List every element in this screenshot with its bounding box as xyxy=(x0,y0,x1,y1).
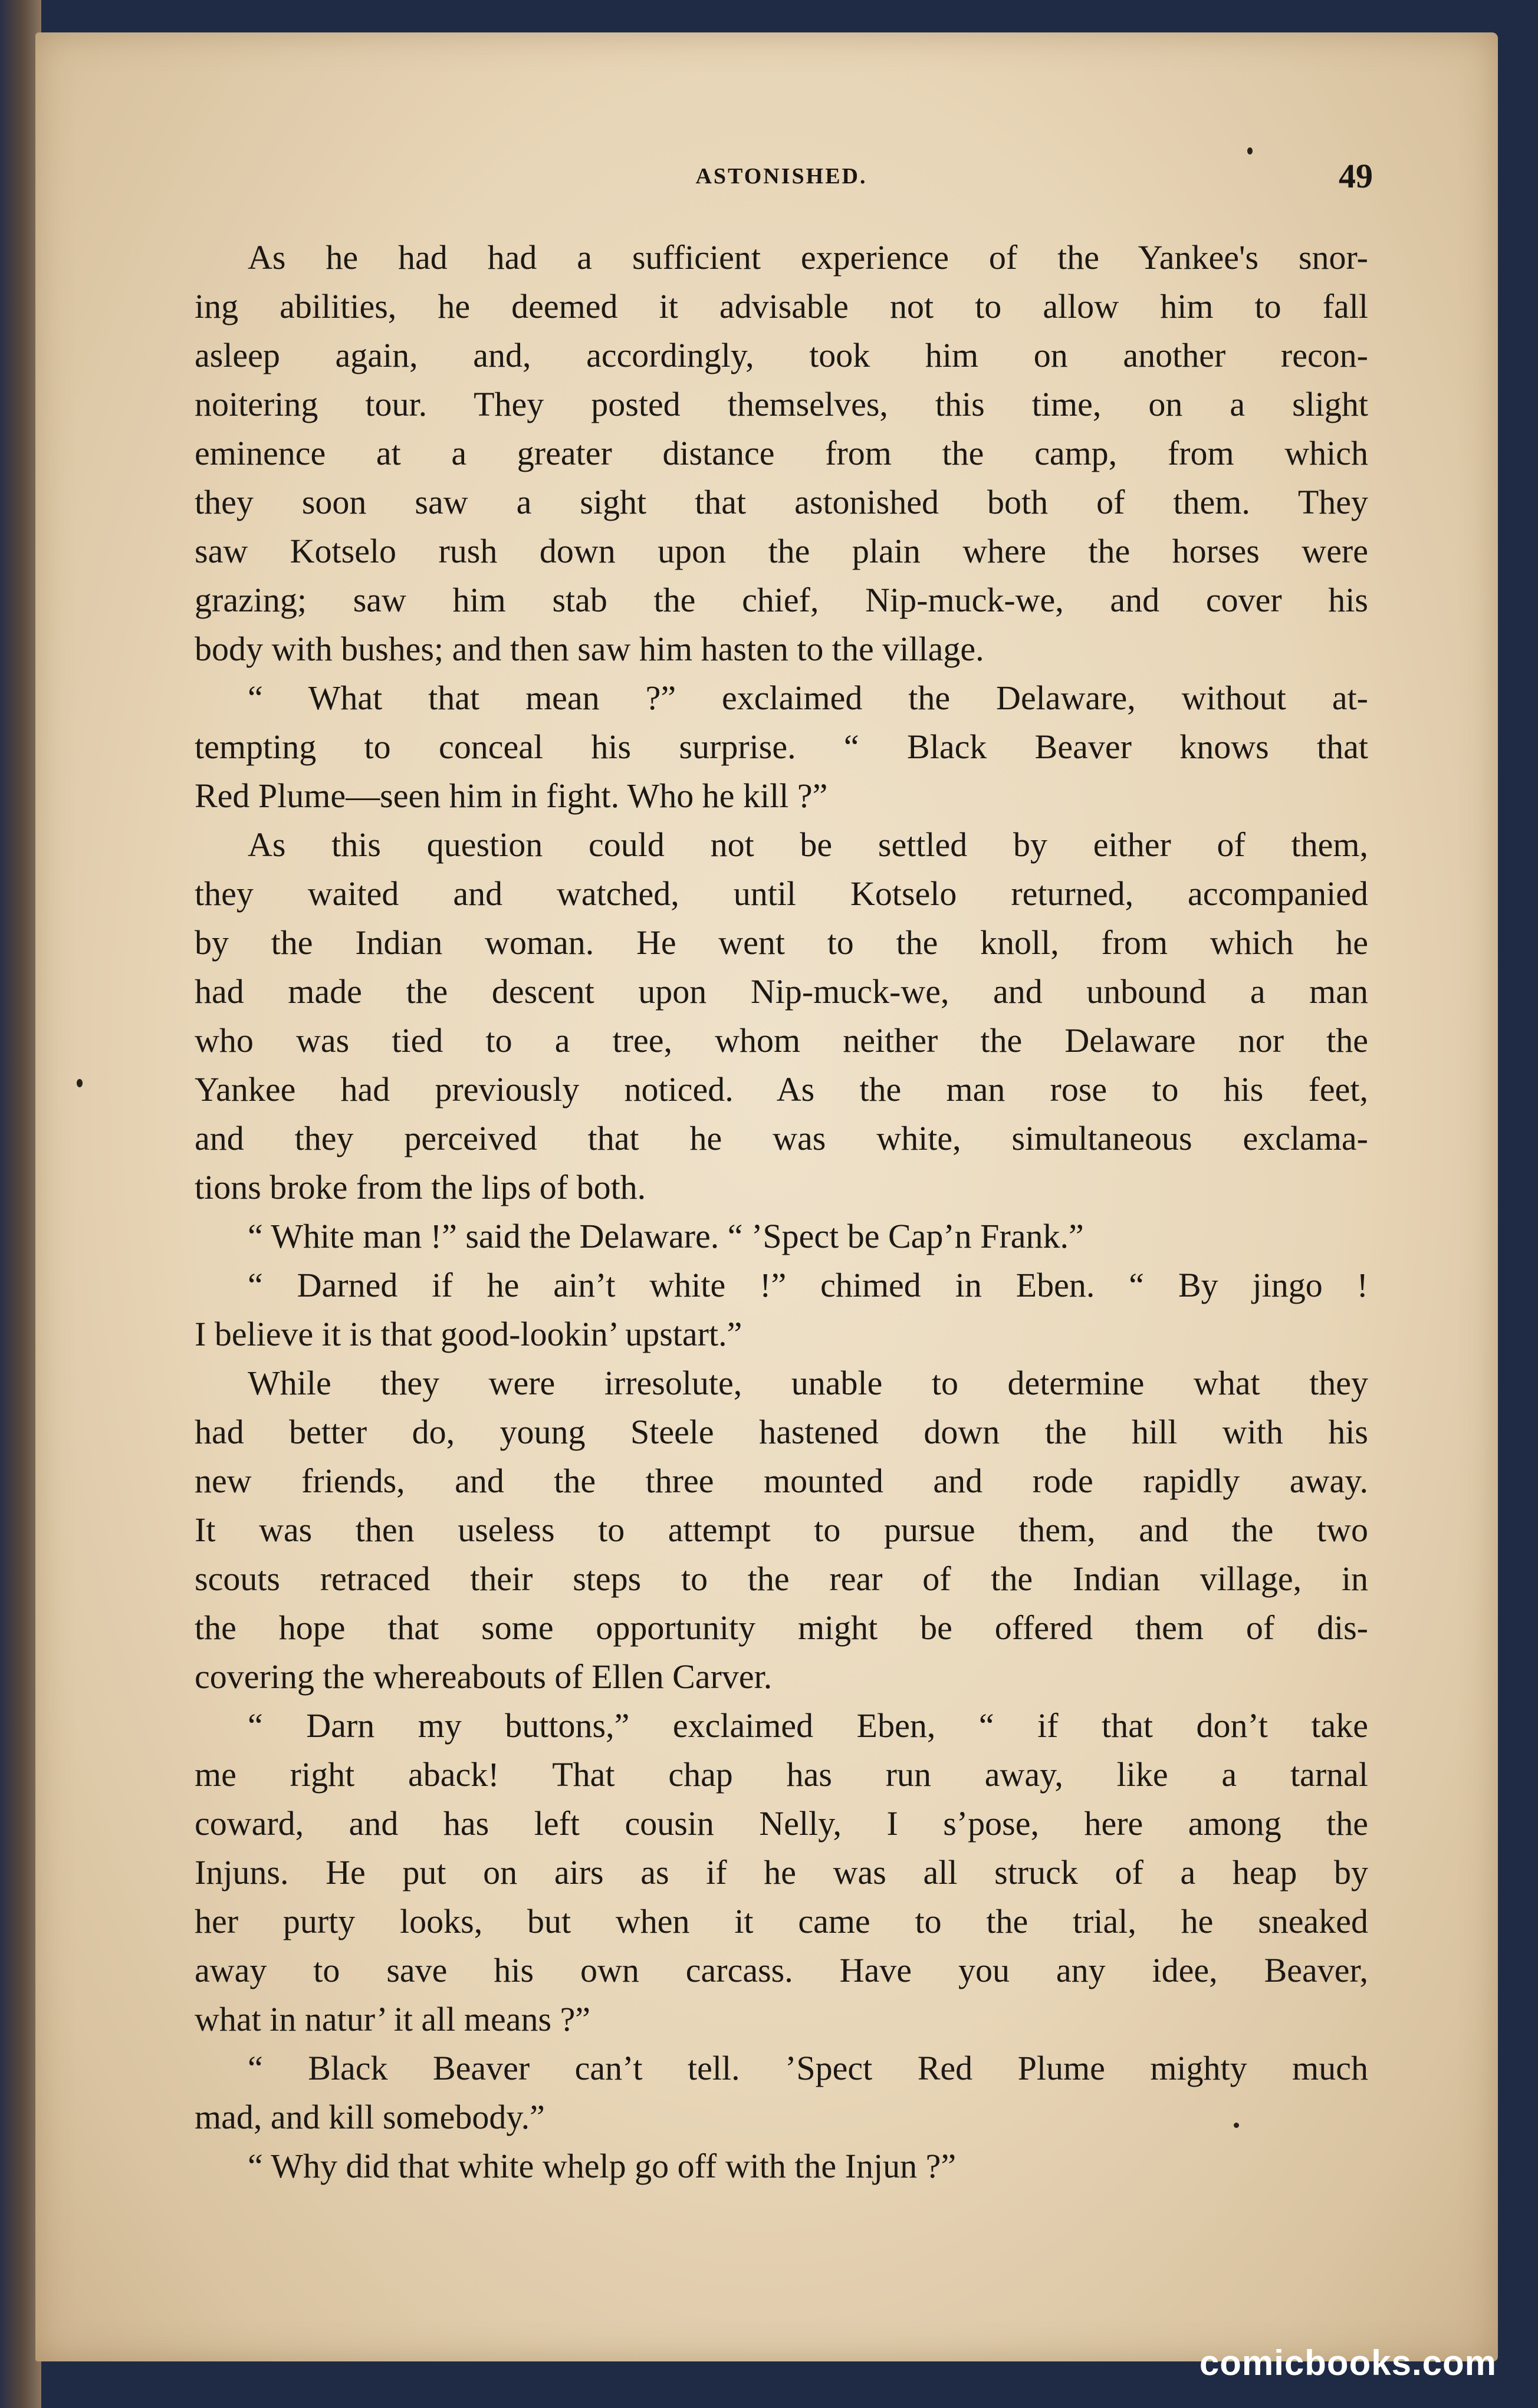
paragraph xyxy=(195,1358,1368,1701)
text-line: coward, and has left cousin Nelly, I s’pose, here among the xyxy=(195,1804,1368,1843)
text-line: eminence at a greater distance from the camp, from which xyxy=(195,434,1368,472)
text-line: Red Plume—seen him in fight. Who he kill ?” xyxy=(195,777,828,815)
running-head xyxy=(195,156,1373,209)
text-line: new friends, and the three mounted and rode rapidly away. xyxy=(195,1462,1368,1500)
text-line: Yankee had previously noticed. As the man rose to his feet, xyxy=(195,1070,1368,1108)
chapter-running-title: ASTONISHED. xyxy=(695,164,867,189)
paragraph xyxy=(195,1212,1368,1261)
text-line: had better do, young Steele hastened down the hill with his xyxy=(195,1413,1368,1451)
ink-speck xyxy=(77,1079,83,1087)
watermark: comicbooks.com xyxy=(1199,2343,1497,2383)
text-line: grazing; saw him stab the chief, Nip-muck-we, and cover his xyxy=(195,581,1368,619)
text-line: “ What that mean ?” exclaimed the Delaware, without at- xyxy=(248,679,1368,717)
paragraph xyxy=(195,233,1368,673)
text-line: away to save his own carcass. Have you any idee, Beaver, xyxy=(195,1951,1368,1989)
text-line: While they were irresolute, unable to determine what they xyxy=(248,1364,1368,1402)
text-line: had made the descent upon Nip-muck-we, and unbound a man xyxy=(195,972,1368,1011)
text-line: “ White man !” said the Delaware. “ ’Spect be Cap’n Frank.” xyxy=(248,1217,1084,1255)
text-line: tempting to conceal his surprise. “ Black Beaver knows that xyxy=(195,728,1368,766)
text-line: body with bushes; and then saw him hasten to the village. xyxy=(195,630,984,668)
text-line: ing abilities, he deemed it advisable not to allow him to fall xyxy=(195,287,1368,325)
paragraph xyxy=(195,2141,1368,2190)
paragraph xyxy=(195,673,1368,820)
paragraph xyxy=(195,1261,1368,1358)
text-line: covering the whereabouts of Ellen Carver. xyxy=(195,1657,773,1696)
body-text xyxy=(195,233,1368,2190)
text-line: I believe it is that good-lookin’ upstart.” xyxy=(195,1315,742,1353)
text-line: by the Indian woman. He went to the knoll, from which he xyxy=(195,923,1368,962)
text-line: mad, and kill somebody.” xyxy=(195,2098,545,2136)
text-line: noitering tour. They posted themselves, this time, on a slight xyxy=(195,385,1368,423)
text-line: “ Darn my buttons,” exclaimed Eben, “ if that don’t take xyxy=(248,1706,1368,1745)
text-line: me right aback! That chap has run away, like a tarnal xyxy=(195,1755,1368,1794)
text-line: “ Black Beaver can’t tell. ’Spect Red Plume mighty much xyxy=(248,2049,1368,2087)
text-line: As he had had a sufficient experience of the Yankee's snor- xyxy=(248,238,1368,277)
text-line: “ Why did that white whelp go off with the Injun ?” xyxy=(248,2147,957,2185)
paragraph xyxy=(195,1701,1368,2044)
text-line: scouts retraced their steps to the rear of the Indian village, in xyxy=(195,1560,1368,1598)
text-line: and they perceived that he was white, simultaneous exclama- xyxy=(195,1119,1368,1157)
paragraph xyxy=(195,2044,1368,2141)
text-line: her purty looks, but when it came to the trial, he sneaked xyxy=(195,1902,1368,1940)
paragraph xyxy=(195,820,1368,1212)
book-page xyxy=(35,32,1498,2361)
text-line: they waited and watched, until Kotselo returned, accompanied xyxy=(195,874,1368,913)
text-line: they soon saw a sight that astonished both of them. They xyxy=(195,483,1368,521)
text-line: It was then useless to attempt to pursue them, and the two xyxy=(195,1511,1368,1549)
ink-speck xyxy=(1247,147,1253,154)
page-content xyxy=(195,156,1373,2190)
text-line: tions broke from the lips of both. xyxy=(195,1168,646,1206)
text-line: who was tied to a tree, whom neither the Delaware nor the xyxy=(195,1021,1368,1060)
text-line: saw Kotselo rush down upon the plain where the horses were xyxy=(195,532,1368,570)
text-line: what in natur’ it all means ?” xyxy=(195,2000,591,2038)
text-line: the hope that some opportunity might be offered them of dis- xyxy=(195,1608,1368,1647)
page-number: 49 xyxy=(1339,157,1373,195)
text-line: asleep again, and, accordingly, took him on another recon- xyxy=(195,336,1368,374)
text-line: “ Darned if he ain’t white !” chimed in Eben. “ By jingo ! xyxy=(248,1266,1368,1304)
text-line: Injuns. He put on airs as if he was all struck of a heap by xyxy=(195,1853,1368,1891)
text-line: As this question could not be settled by either of them, xyxy=(248,825,1368,864)
